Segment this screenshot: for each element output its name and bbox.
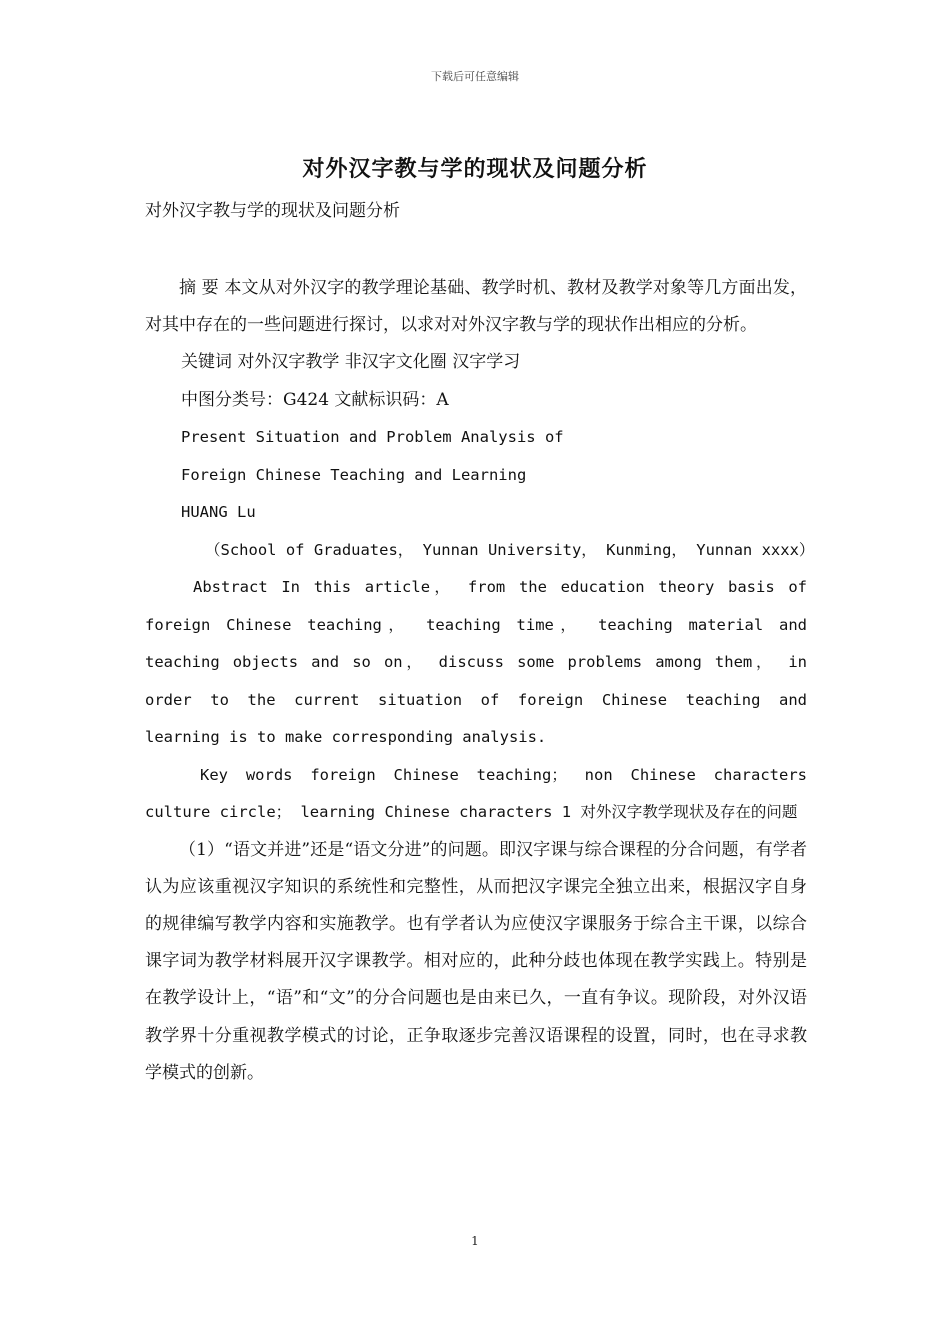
keywords-en: Key words foreign Chinese teaching； non Chinese characters culture circle； learning Chinese characters 1 对外汉字教学现状及存在的问题 — [145, 765, 807, 821]
document-subtitle: 对外汉字教与学的现状及问题分析 — [145, 201, 400, 221]
header-note: 下载后可任意编辑 — [431, 70, 519, 83]
keywords-cn: 关键词 对外汉字教学 非汉字文化圈 汉字学习 — [181, 352, 521, 372]
author-name: HUANG Lu — [181, 503, 256, 521]
affiliation: （School of Graduates， Yunnan University， Kunming， Yunnan xxxx） — [205, 540, 815, 559]
english-title-line2: Foreign Chinese Teaching and Learning — [181, 465, 527, 484]
page-title: 对外汉字教与学的现状及问题分析 — [302, 157, 648, 182]
document-body — [145, 196, 815, 1092]
abstract-en: Abstract In this article， from the education theory basis of foreign Chinese teaching， teaching time， teaching material and teaching objects and so on， discuss some problems among them， in order to the current situation of foreign Chinese teaching and learning is to make corresponding analysis. — [145, 578, 807, 746]
abstract-cn: 摘 要 本文从对外汉字的教学理论基础、教学时机、教材及教学对象等几方面出发，对其中存在的一些问题进行探讨，以求对对外汉字教与学的现状作出相应的分析。 — [145, 278, 807, 335]
body-paragraph-1: （1）“语文并进”还是“语文分进”的问题。即汉字课与综合课程的分合问题，有学者认为应该重视汉字知识的系统性和完整性，从而把汉字课完全独立出来，根据汉字自身的规律编写教学内容和实施教学。也有学者认为应使汉字课服务于综合主干课，以综合课字词为教学材料展开汉字课教学。相对应的，此种分歧也体现在教学实践上。特别是在教学设计上，“语”和“文”的分合问题也是由来已久，一直有争议。现阶段，对外汉语教学界十分重视教学模式的讨论，正争取逐步完善汉语课程的设置，同时，也在寻求教学模式的创新。 — [145, 839, 807, 1083]
page-number: 1 — [471, 1234, 479, 1248]
classification-line: 中图分类号：G424 文献标识码：A — [181, 389, 449, 410]
english-title-line1: Present Situation and Problem Analysis of — [181, 428, 564, 446]
